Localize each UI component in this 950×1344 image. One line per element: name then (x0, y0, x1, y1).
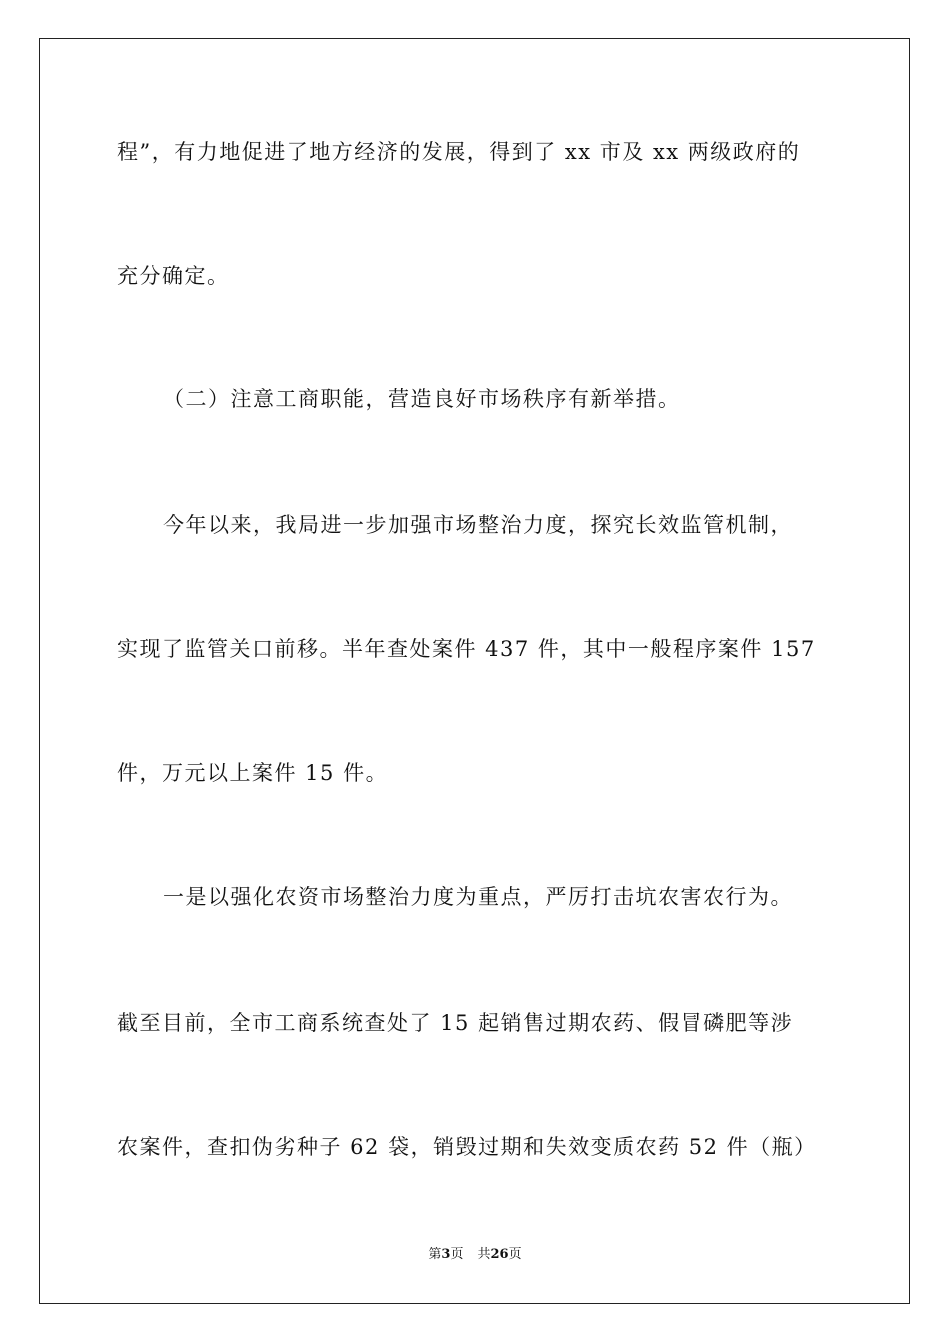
page-prefix: 第 (428, 1247, 442, 1262)
paragraph-line-9: 农案件，查扣伪劣种子 62 袋，销毁过期和失效变质农药 52 件（瓶） (117, 1135, 817, 1159)
paragraph-line-2: 充分确定。 (117, 264, 230, 288)
page-suffix: 页 (450, 1247, 464, 1262)
paragraph-line-8: 截至目前，全市工商系统查处了 15 起销售过期农药、假冒磷肥等涉 (117, 1011, 794, 1035)
paragraph-line-1: 程”，有力地促进了地方经济的发展，得到了 xx 市及 xx 两级政府的 (117, 140, 801, 164)
total-pages: 26 (490, 1247, 509, 1262)
page-number: 3 (441, 1247, 451, 1262)
paragraph-line-7: 一是以强化农资市场整治力度为重点，严厉打击坑农害农行为。 (163, 885, 793, 909)
paragraph-line-4: 今年以来，我局进一步加强市场整治力度，探究长效监管机制， (163, 513, 793, 537)
paragraph-line-5: 实现了监管关口前移。半年查处案件 437 件，其中一般程序案件 157 (117, 637, 816, 661)
page-border (39, 38, 910, 1304)
section-heading: （二）注意工商职能，营造良好市场秩序有新举措。 (163, 387, 681, 411)
total-prefix: 共 (477, 1247, 491, 1262)
paragraph-line-6: 件，万元以上案件 15 件。 (117, 761, 389, 785)
page-footer (0, 1246, 950, 1264)
total-suffix: 页 (508, 1247, 522, 1262)
